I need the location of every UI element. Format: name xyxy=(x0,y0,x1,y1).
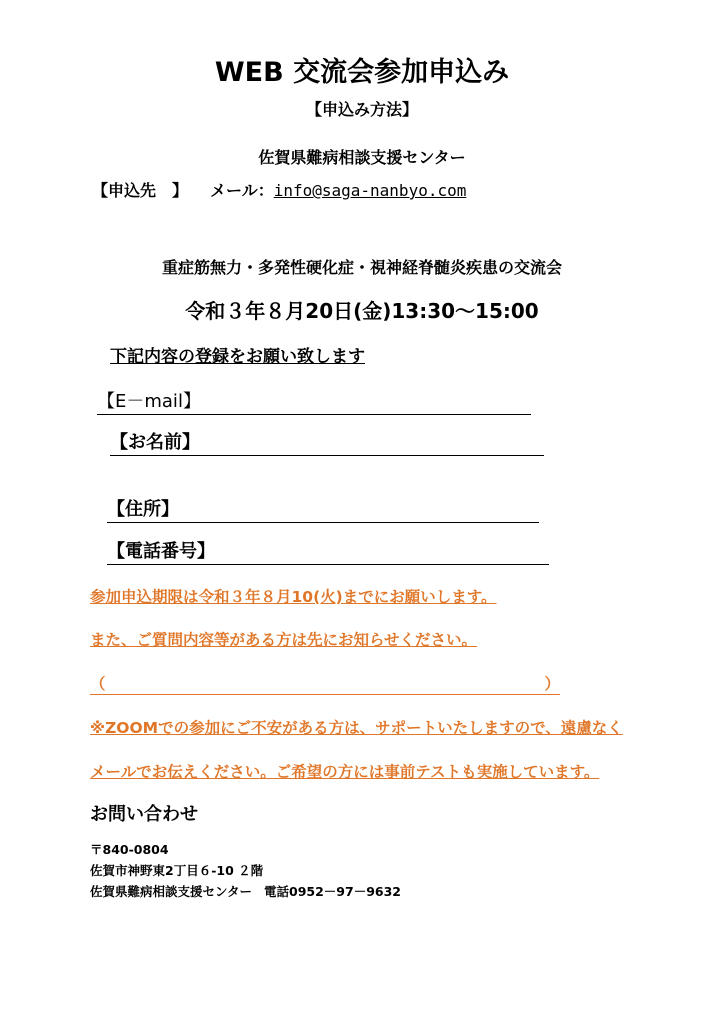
registration-instruction: 下記内容の登録をお願い致します xyxy=(110,347,365,367)
contact-heading: お問い合わせ xyxy=(90,804,198,825)
paren-close: ） xyxy=(544,675,560,693)
contact-postal-code: 〒840-0804 xyxy=(90,842,169,857)
contact-org-phone xyxy=(90,882,401,900)
email-link[interactable]: info@saga-nanbyo.com xyxy=(273,181,467,200)
organization-name: 佐賀県難病相談支援センター xyxy=(258,148,466,167)
deadline-note: 参加申込期限は令和３年８月10(火)までにお願いします。 xyxy=(90,588,497,606)
application-method-heading: 【申込み方法】 xyxy=(305,100,418,119)
questions-note: また、ご質問内容等がある方は先にお知らせください。 xyxy=(90,631,478,649)
page-title: WEB 交流会参加申込み xyxy=(214,57,510,88)
contact-org: 佐賀県難病相談支援センター xyxy=(90,884,253,899)
mail-label: メール： xyxy=(210,181,274,200)
questions-input-line[interactable] xyxy=(90,672,560,695)
destination-label: 【申込先 】 xyxy=(92,181,189,200)
phone-field[interactable]: 【電話番号】 xyxy=(107,537,549,565)
name-field[interactable]: 【お名前】 xyxy=(110,428,544,456)
event-name: 重症筋無力・多発性硬化症・視神経脊髄炎疾患の交流会 xyxy=(161,258,562,277)
zoom-note-line1: ※ZOOMでの参加にご不安がある方は、サポートいたしますので、遠慮なく xyxy=(90,719,623,737)
email-field[interactable]: 【E－mail】 xyxy=(97,387,531,415)
zoom-note-line2: メールでお伝えください。ご希望の方には事前テストも実施しています。 xyxy=(90,763,600,781)
address-field[interactable]: 【住所】 xyxy=(107,495,539,523)
contact-phone: 電話0952－97－9632 xyxy=(264,884,401,899)
contact-address: 佐賀市神野東2丁目６-10 ２階 xyxy=(90,863,264,878)
paren-open: （ xyxy=(90,675,106,693)
event-datetime: 令和３年８月20日(金)13:30～15:00 xyxy=(185,299,539,323)
application-destination xyxy=(92,178,466,201)
